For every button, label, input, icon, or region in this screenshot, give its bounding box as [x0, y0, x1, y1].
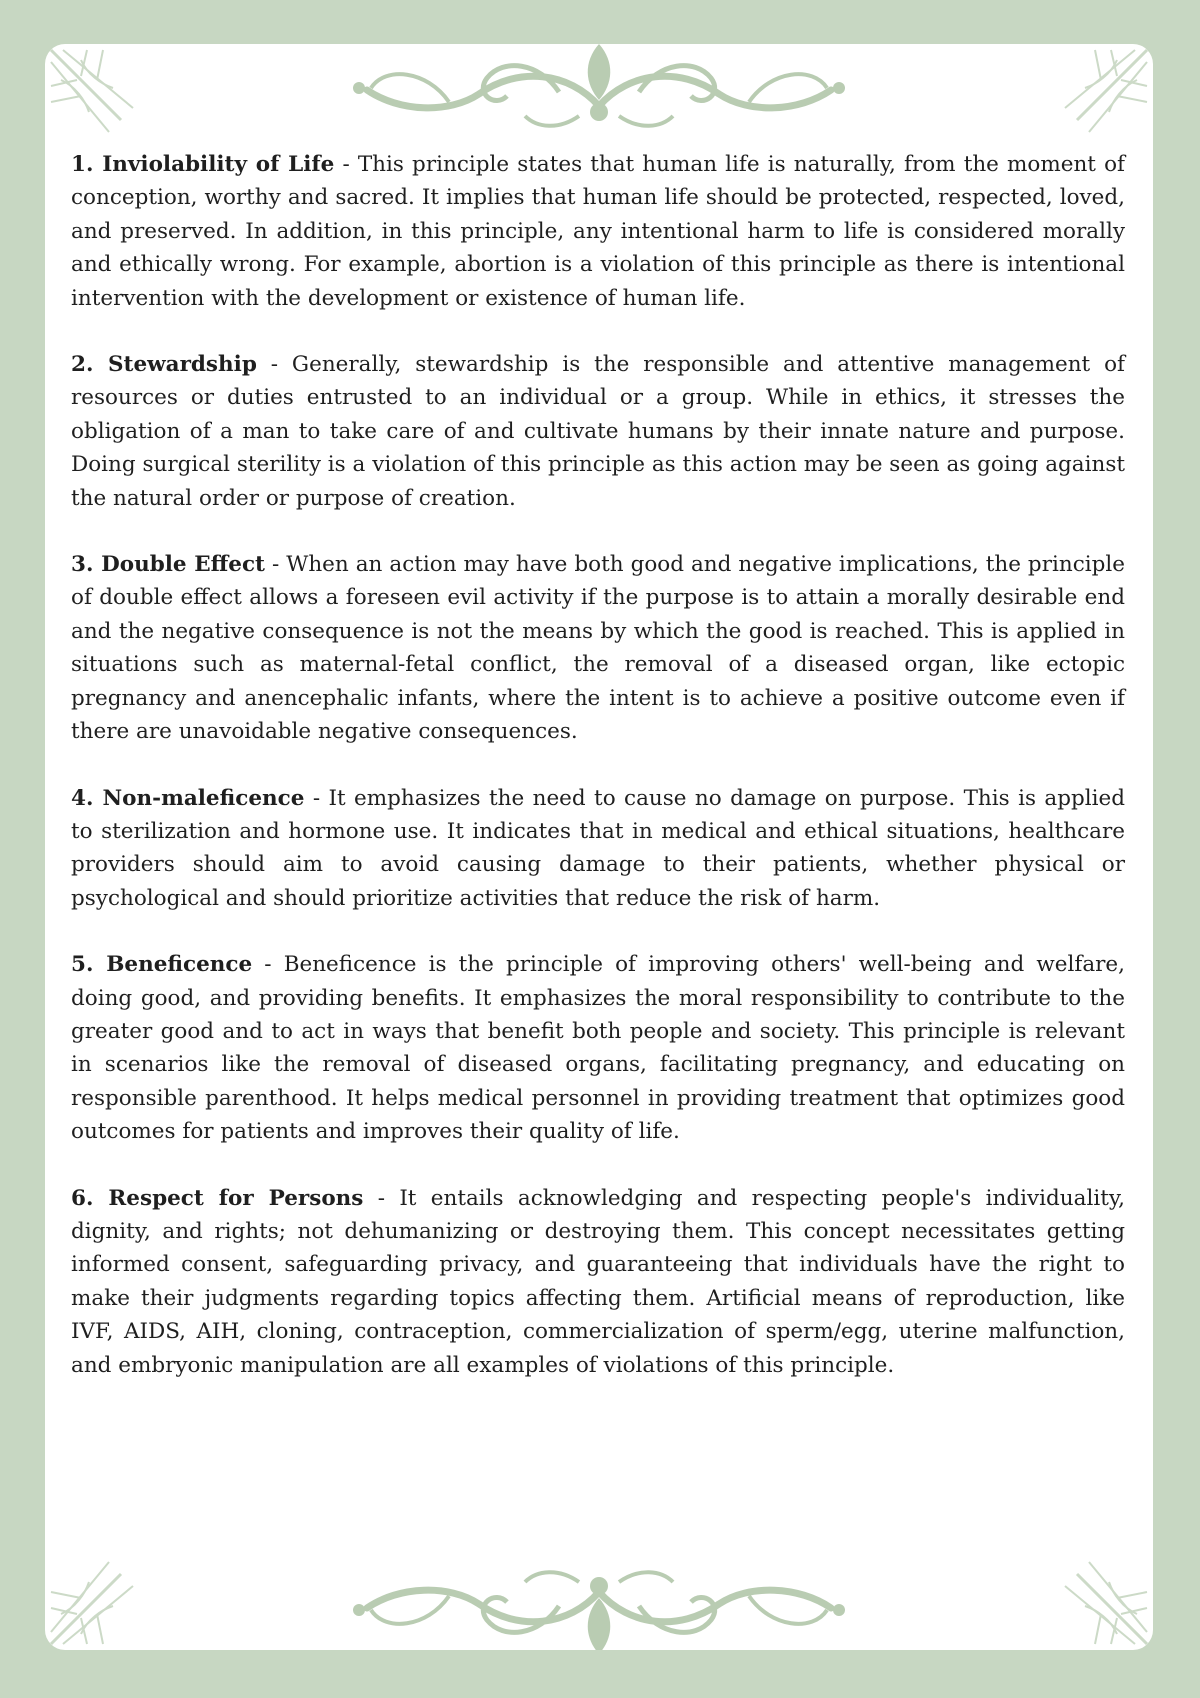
principle-double-effect	[71, 548, 1125, 748]
principle-inviolability-of-life	[71, 148, 1125, 315]
principle-text: When an action may have both good and negative implications, the principle of double effect allows a foreseen evil activity if the purpose is to attain a morally desirable end and the negative consequence is not the means by which the good is reached. This is applied in situations such as maternal-fetal conflict, the removal of a diseased organ, like ectopic pregnancy and anencephalic infants, where the intent is to achieve a positive outcome even if there are unavoidable negative consequences.	[71, 552, 1125, 745]
document-page	[45, 44, 1153, 1650]
principle-term: Stewardship	[108, 352, 257, 378]
bottom-flourish	[353, 1572, 845, 1650]
principle-number: 6.	[71, 1185, 94, 1211]
principle-separator: -	[252, 952, 284, 978]
principle-number: 4.	[71, 785, 94, 811]
principle-term: Respect for Persons	[108, 1185, 364, 1211]
principle-separator: -	[264, 552, 287, 578]
corner-top-right	[1065, 50, 1147, 132]
principle-text: This principle states that human life is naturally, from the moment of conception, worthy and sacred. It implies that human life should be protected, respected, loved, and preserved. In addition, in this principle, any intentional harm to life is considered morally and ethically wrong. For example, abortion is a violation of this principle as there is intentional intervention with the development or existence of human life.	[71, 152, 1125, 311]
corner-top-left	[51, 50, 133, 132]
principle-stewardship	[71, 348, 1125, 515]
principle-separator: -	[256, 352, 292, 378]
principle-respect-for-persons	[71, 1182, 1125, 1382]
principle-text: It entails acknowledging and respecting people's individuality, dignity, and rights; not dehumanizing or destroying them. This concept necessitates getting informed consent, safeguarding privacy, and guaranteeing that individuals have the right to make their judgments regarding topics affecting them. Artificial means of reproduction, like IVF, AIDS, AIH, cloning, contraception, commercialization of sperm/egg, uterine malfunction, and embryonic manipulation are all examples of violations of this principle.	[71, 1185, 1125, 1378]
principle-separator: -	[363, 1185, 400, 1211]
principle-non-maleficence	[71, 782, 1125, 916]
principle-text: It emphasizes the need to cause no damage on purpose. This is applied to sterilization and hormone use. It indicates that in medical and ethical situations, healthcare providers should aim to avoid causing damage to their patients, whether physical or psychological and should prioritize activities that reduce the risk of harm.	[71, 785, 1125, 911]
principles-list	[71, 148, 1125, 1415]
principle-text: Beneficence is the principle of improving others' well-being and welfare, doing good, and providing benefits. It emphasizes the moral responsibility to contribute to the greater good and to act in ways that benefit both people and society. This principle is relevant in scenarios like the removal of diseased organs, facilitating pregnancy, and educating on responsible parenthood. It helps medical personnel in providing treatment that optimizes good outcomes for patients and improves their quality of life.	[71, 952, 1125, 1145]
principle-term: Non-maleficence	[102, 785, 305, 811]
principle-number: 2.	[71, 352, 94, 378]
principle-text: Generally, stewardship is the responsible and attentive management of resources or duties entrusted to an individual or a group. While in ethics, it stresses the obligation of a man to take care of and cultivate humans by their innate nature and purpose. Doing surgical sterility is a violation of this principle as this action may be seen as going against the natural order or purpose of creation.	[71, 352, 1125, 511]
principle-beneficence	[71, 948, 1125, 1148]
principle-separator: -	[334, 152, 358, 177]
principle-separator: -	[304, 785, 329, 811]
principle-term: Double Effect	[101, 552, 265, 578]
principle-number: 5.	[71, 952, 94, 978]
principle-term: Beneficence	[106, 952, 253, 978]
principle-number: 1.	[71, 152, 94, 177]
principle-term: Inviolability of Life	[102, 152, 335, 177]
top-flourish	[353, 44, 845, 126]
corner-bottom-right	[1065, 1562, 1147, 1644]
principle-number: 3.	[71, 552, 94, 578]
corner-bottom-left	[51, 1562, 133, 1644]
